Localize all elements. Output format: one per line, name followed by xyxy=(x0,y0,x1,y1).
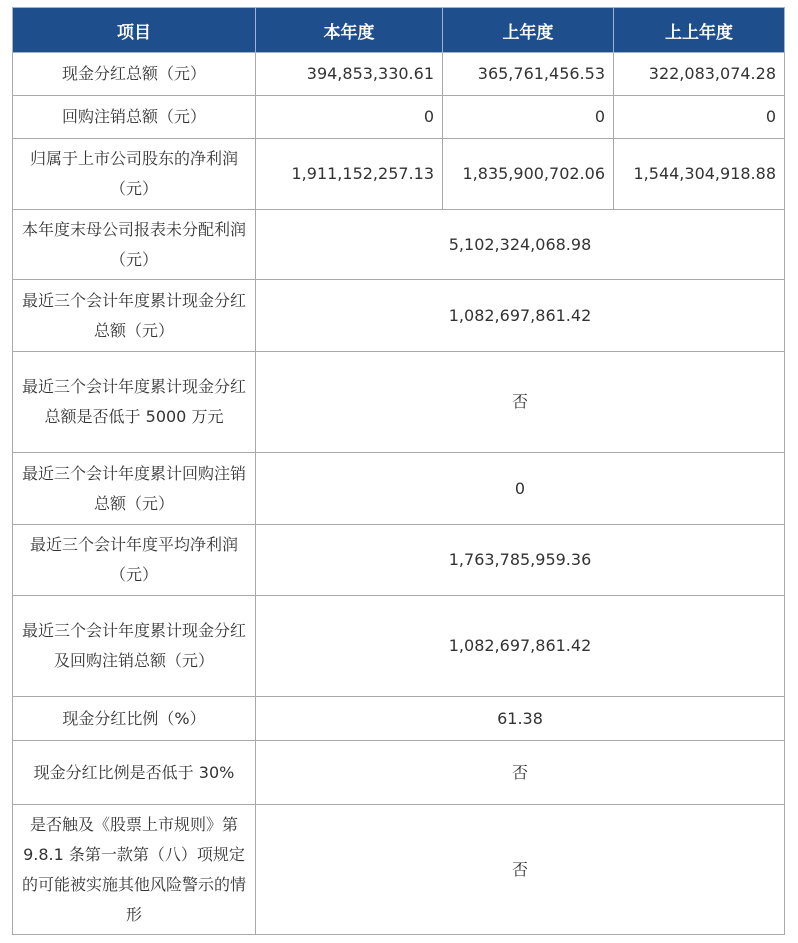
cell-last-year: 1,835,900,702.06 xyxy=(443,139,614,210)
row-value: 否 xyxy=(256,352,785,453)
row-value: 否 xyxy=(256,805,785,935)
row-label: 最近三个会计年度累计现金分红及回购注销总额（元） xyxy=(13,596,256,697)
table-row xyxy=(13,96,785,139)
row-value: 1,082,697,861.42 xyxy=(256,596,785,697)
row-label: 最近三个会计年度累计回购注销总额（元） xyxy=(13,453,256,525)
row-value: 1,082,697,861.42 xyxy=(256,280,785,352)
table-row xyxy=(13,453,785,525)
table-row xyxy=(13,210,785,280)
cell-last-year: 365,761,456.53 xyxy=(443,53,614,96)
dividend-table xyxy=(12,7,785,935)
table-row xyxy=(13,352,785,453)
row-label: 最近三个会计年度累计现金分红总额（元） xyxy=(13,280,256,352)
table-row xyxy=(13,697,785,741)
row-label: 现金分红比例（%） xyxy=(13,697,256,741)
row-label: 本年度末母公司报表未分配利润（元） xyxy=(13,210,256,280)
cell-year-before-last: 1,544,304,918.88 xyxy=(614,139,785,210)
table-row xyxy=(13,596,785,697)
table-row xyxy=(13,53,785,96)
row-label: 是否触及《股票上市规则》第 9.8.1 条第一款第（八）项规定的可能被实施其他风险警示的情形 xyxy=(13,805,256,935)
cell-current-year: 0 xyxy=(256,96,443,139)
header-item: 项目 xyxy=(13,8,256,53)
row-label: 现金分红总额（元） xyxy=(13,53,256,96)
row-label: 最近三个会计年度平均净利润（元） xyxy=(13,525,256,596)
row-label: 归属于上市公司股东的净利润（元） xyxy=(13,139,256,210)
row-value: 1,763,785,959.36 xyxy=(256,525,785,596)
header-current-year: 本年度 xyxy=(256,8,443,53)
header-last-year: 上年度 xyxy=(443,8,614,53)
cell-current-year: 394,853,330.61 xyxy=(256,53,443,96)
row-label: 最近三个会计年度累计现金分红总额是否低于 5000 万元 xyxy=(13,352,256,453)
row-value: 否 xyxy=(256,741,785,805)
table-row xyxy=(13,280,785,352)
table-row xyxy=(13,805,785,935)
row-label: 现金分红比例是否低于 30% xyxy=(13,741,256,805)
cell-current-year: 1,911,152,257.13 xyxy=(256,139,443,210)
row-value: 61.38 xyxy=(256,697,785,741)
table-row xyxy=(13,741,785,805)
cell-year-before-last: 0 xyxy=(614,96,785,139)
row-value: 0 xyxy=(256,453,785,525)
cell-year-before-last: 322,083,074.28 xyxy=(614,53,785,96)
header-row xyxy=(13,8,785,53)
table-row xyxy=(13,139,785,210)
cell-last-year: 0 xyxy=(443,96,614,139)
row-value: 5,102,324,068.98 xyxy=(256,210,785,280)
row-label: 回购注销总额（元） xyxy=(13,96,256,139)
header-year-before-last: 上上年度 xyxy=(614,8,785,53)
table-row xyxy=(13,525,785,596)
